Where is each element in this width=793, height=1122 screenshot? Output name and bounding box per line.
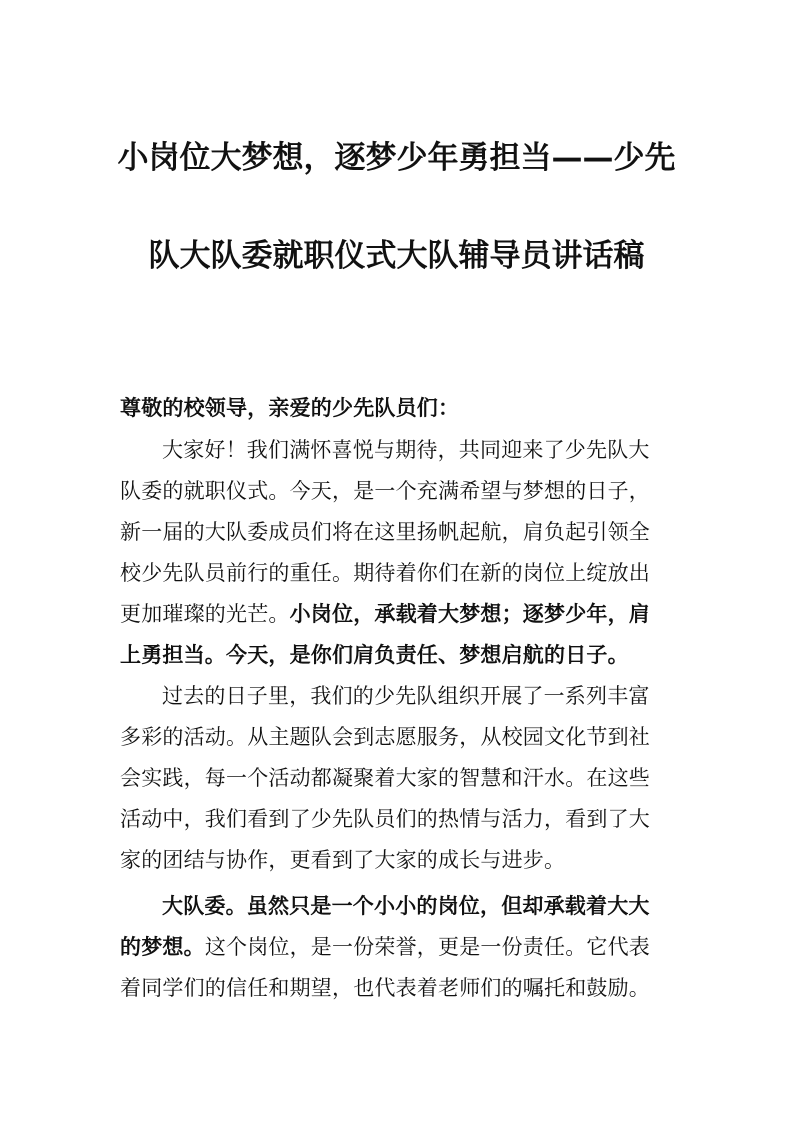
paragraph-3-line-3 [120, 974, 680, 1002]
paragraph-1-line-2 [120, 477, 680, 505]
bold-text-run: 上勇担当。今天，是你们肩负责任、梦想启航的日子。 [120, 643, 629, 667]
bold-text-run: 小岗位，承载着大梦想；逐梦少年，肩 [289, 602, 651, 626]
text-run: 大家好！我们满怀喜悦与期待，共同迎来了少先队大 [162, 438, 650, 462]
paragraph-2-line-3 [120, 764, 680, 792]
paragraph-1-line-3 [120, 518, 680, 546]
paragraph-3-line-2 [120, 933, 680, 961]
paragraph-2-line-1 [120, 682, 722, 710]
bold-text-run: 大队委。虽然只是一个小小的岗位，但却承载着大大 [162, 894, 650, 918]
paragraph-3-line-1 [120, 892, 722, 920]
paragraph-2-line-4 [120, 805, 680, 833]
text-run: 会实践，每一个活动都凝聚着大家的智慧和汗水。在这些 [120, 766, 650, 790]
text-run: 校少先队员前行的重任。期待着你们在新的岗位上绽放出 [120, 561, 650, 585]
text-run: 更加璀璨的光芒。 [120, 602, 290, 626]
text-run: 家的团结与协作，更看到了大家的成长与进步。 [120, 848, 566, 872]
paragraph-2-line-2 [120, 723, 680, 751]
paragraph-1-line-5 [120, 600, 680, 628]
text-run: 过去的日子里，我们的少先队组织开展了一系列丰富 [162, 684, 650, 708]
title-line-1: 小岗位大梦想，逐梦少年勇担当——少先 [117, 140, 676, 176]
text-run: 这个岗位，是一份荣誉，更是一份责任。它代表 [204, 935, 651, 959]
paragraph-1-line-4 [120, 559, 680, 587]
paragraph-2-line-5 [120, 846, 680, 874]
paragraph-1-line-1 [120, 436, 722, 464]
text-run: 着同学们的信任和期望，也代表着老师们的嘱托和鼓励。 [120, 976, 650, 1000]
title-line-2: 队大队委就职仪式大队辅导员讲话稿 [148, 238, 645, 274]
bold-text-run: 的梦想。 [120, 935, 205, 959]
paragraph-1-line-6 [120, 641, 680, 669]
text-run: 队委的就职仪式。今天，是一个充满希望与梦想的日子， [120, 479, 650, 503]
text-run: 多彩的活动。从主题队会到志愿服务，从校园文化节到社 [120, 725, 650, 749]
text-run: 新一届的大队委成员们将在这里扬帆起航，肩负起引领全 [120, 520, 650, 544]
salutation: 尊敬的校领导，亲爱的少先队员们： [120, 396, 460, 420]
text-run: 活动中，我们看到了少先队员们的热情与活力，看到了大 [120, 807, 650, 831]
